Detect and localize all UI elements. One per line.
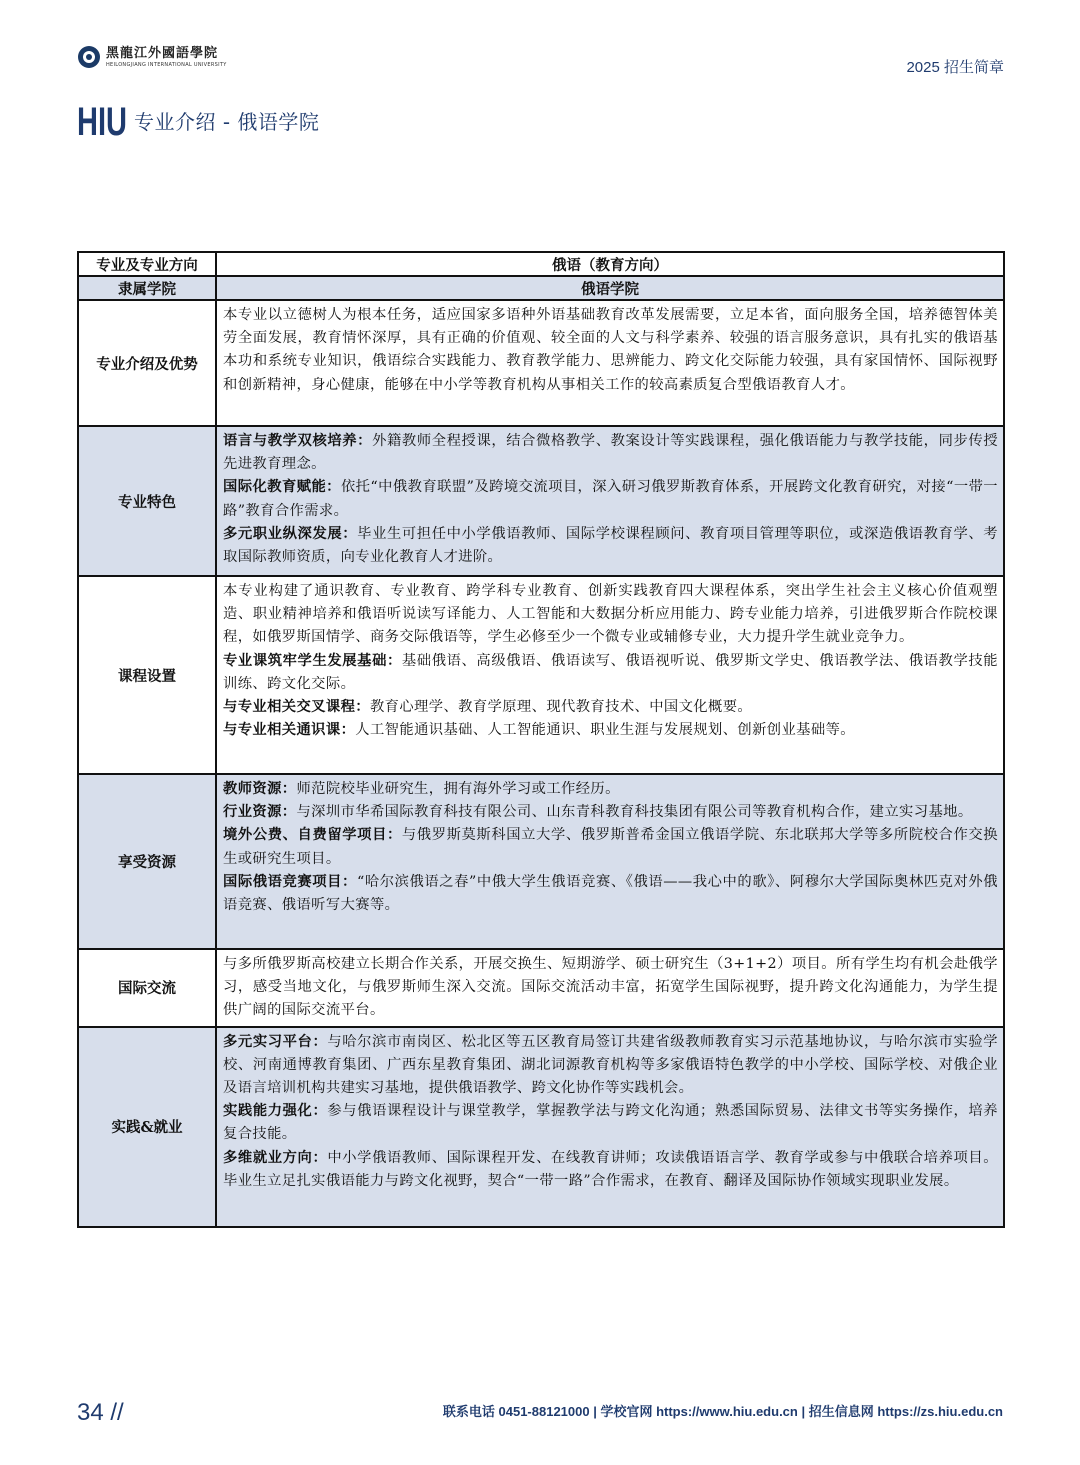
paragraph-text: 本专业以立德树人为根本任务，适应国家多语种外语基础教育改革发展需要，立足本省，面向服务全国，培养德智体美劳全面发展，教育情怀深厚，具有正确的价值观、较全面的人文与科学素养、较强的语言服务意识，具有扎实的俄语基本功和系统专业知识，俄语综合实践能力、教育教学能力、思辨能力、跨文化交际能力较强，具有家国情怀、国际视野和创新精神，身心健康，能够在中小学等教育机构从事相关工作的较高素质复合型俄语教育人才。 [223,307,998,393]
content-paragraph [223,1100,998,1146]
row-content [216,300,1004,426]
paragraph-heading: 专业课筑牢学生发展基础： [223,652,402,669]
paragraph-text: “哈尔滨俄语之春”中俄大学生俄语竞赛、《俄语——我心中的歌》、阿穆尔大学国际奥林匹克对外俄语竞赛、俄语听写大赛等。 [223,873,998,914]
content-paragraph [223,1147,998,1193]
paragraph-text: 中小学俄语教师、国际课程开发、在线教育讲师；攻读俄语语言学、教育学或参与中俄联合培养项目。毕业生立足扎实俄语能力与跨文化视野，契合“一带一路”合作需求，在教育、翻译及国际协作领域实现职业发展。 [223,1149,998,1189]
paragraph-heading: 语言与教学双核培养： [223,433,373,449]
svg-text:HIU: HIU [77,100,127,144]
table-row [78,426,1004,576]
paragraph-text: 毕业生可担任中小学俄语教师、国际学校课程顾问、教育项目管理等职位，或深造俄语教育学、考取国际教师资质，向专业化教育人才进阶。 [223,525,998,566]
content-paragraph [223,824,998,870]
paragraph-text: 本专业构建了通识教育、专业教育、跨学科专业教育、创新实践教育四大课程体系，突出学生社会主义核心价值观塑造、职业精神培养和俄语听说读写译能力、人工智能和大数据分析应用能力、跨专业能力培养，引进俄罗斯合作院校课程，如俄罗斯国情学、商务交际俄语等，学生必修至少一个微专业或辅修专业，大力提升学生就业竞争力。 [223,583,998,646]
row-label: 国际交流 [78,949,216,1027]
paragraph-heading: 行业资源： [223,804,297,821]
row-label: 享受资源 [78,774,216,949]
table-row [78,300,1004,426]
school-name-cn: 黑龍江外國語學院 [106,45,219,61]
paragraph-text: 人工智能通识基础、人工智能通识、职业生涯与发展规划、创新创业基础等。 [355,722,855,739]
content-paragraph [223,523,998,569]
content-paragraph [223,778,998,801]
paragraph-heading: 与专业相关交叉课程： [223,699,370,716]
paragraph-heading: 教师资源： [223,781,297,797]
major-info-table [77,251,1005,1228]
table-row [78,774,1004,949]
table-row [78,949,1004,1027]
paragraph-heading: 国际化教育赋能： [223,479,341,496]
content-paragraph [223,476,998,522]
content-paragraph [223,650,998,696]
paragraph-text: 师范院校毕业研究生，拥有海外学习或工作经历。 [296,781,620,797]
paragraph-text: 基础俄语、高级俄语、俄语读写、俄语视听说、俄罗斯文学史、俄语教学法、俄语教学技能训练、跨文化交际。 [223,652,998,692]
page-number: 34 // [77,1399,124,1426]
row-label: 实践&就业 [78,1027,216,1227]
paragraph-heading: 境外公费、自费留学项目： [223,827,402,844]
row-label: 专业特色 [78,426,216,576]
content-paragraph [223,430,998,476]
paragraph-text: 外籍教师全程授课，结合微格教学、教案设计等实践课程，强化俄语能力与教学技能，同步传授先进教育理念。 [223,433,999,473]
row-content [216,576,1004,774]
school-name-en: HEILONGJIANG INTERNATIONAL UNIVERSITY [106,61,227,68]
content-paragraph [223,580,998,650]
table-row [78,576,1004,774]
paragraph-heading: 多元实习平台： [223,1033,328,1050]
paragraph-heading: 实践能力强化： [223,1103,328,1120]
major-value: 俄语（教育方向） [216,252,1004,276]
content-paragraph [223,696,998,719]
table-row [78,1027,1004,1227]
row-label: 课程设置 [78,576,216,774]
row-label: 专业介绍及优势 [78,300,216,426]
paragraph-heading: 多元职业纵深发展： [223,525,358,542]
paragraph-text: 参与俄语课程设计与课堂教学，掌握教学法与跨文化沟通；熟悉国际贸易、法律文书等实务操作，培养复合技能。 [223,1103,998,1143]
row-content [216,1027,1004,1227]
college-row [78,276,1004,300]
content-paragraph [223,304,998,397]
paragraph-heading: 国际俄语竞赛项目： [223,873,357,890]
paragraph-text: 与多所俄罗斯高校建立长期合作关系，开展交换生、短期游学、硕士研究生（3+1+2）项目。所有学生均有机会赴俄学习，感受当地文化，与俄罗斯师生深入交流。国际交流活动丰富，拓宽学生国际视野，提升跨文化沟通能力，为学生提供广阔的国际交流平台。 [223,956,998,1019]
content-paragraph [223,953,998,1023]
content-paragraph [223,871,998,917]
major-label: 专业及专业方向 [78,252,216,276]
row-content [216,949,1004,1027]
school-emblem-icon [78,46,100,68]
paragraph-text: 与深圳市华希国际教育科技有限公司、山东青科教育科技集团有限公司等教育机构合作，建立实习基地。 [296,804,973,821]
footer-contact: 联系电话 0451-88121000 | 学校官网 https://www.hiu.edu.cn | 招生信息网 https://zs.hiu.edu.cn [442,1404,1003,1419]
row-content [216,774,1004,949]
paragraph-heading: 多维就业方向： [223,1149,328,1166]
content-paragraph [223,801,998,824]
brochure-title: 2025 招生简章 [906,59,1004,76]
section-title: 专业介绍 - 俄语学院 [134,110,320,134]
table-header-row [78,252,1004,276]
hiu-logo [77,100,127,144]
content-paragraph [223,719,998,742]
paragraph-text: 与俄罗斯莫斯科国立大学、俄罗斯普希金国立俄语学院、东北联邦大学等多所院校合作交换生或研究生项目。 [223,827,998,867]
college-value: 俄语学院 [216,276,1004,300]
paragraph-text: 教育心理学、教育学原理、现代教育技术、中国文化概要。 [369,699,753,716]
content-paragraph [223,1031,998,1101]
paragraph-text: 依托“中俄教育联盟”及跨境交流项目，深入研习俄罗斯教育体系，开展跨文化教育研究，对接“一带一路”教育合作需求。 [223,479,999,519]
row-content [216,426,1004,576]
college-label: 隶属学院 [78,276,216,300]
school-logo [78,46,227,68]
paragraph-text: 与哈尔滨市南岗区、松北区等五区教育局签订共建省级教师教育实习示范基地协议，与哈尔滨市实验学校、河南通博教育集团、广西东星教育集团、湖北词源教育机构等多家俄语特色教学的中小学校、国际学校、对俄企业及语言培训机构共建实习基地，提供俄语教学、跨文化协作等实践机会。 [223,1033,998,1097]
paragraph-heading: 与专业相关通识课： [223,722,356,739]
